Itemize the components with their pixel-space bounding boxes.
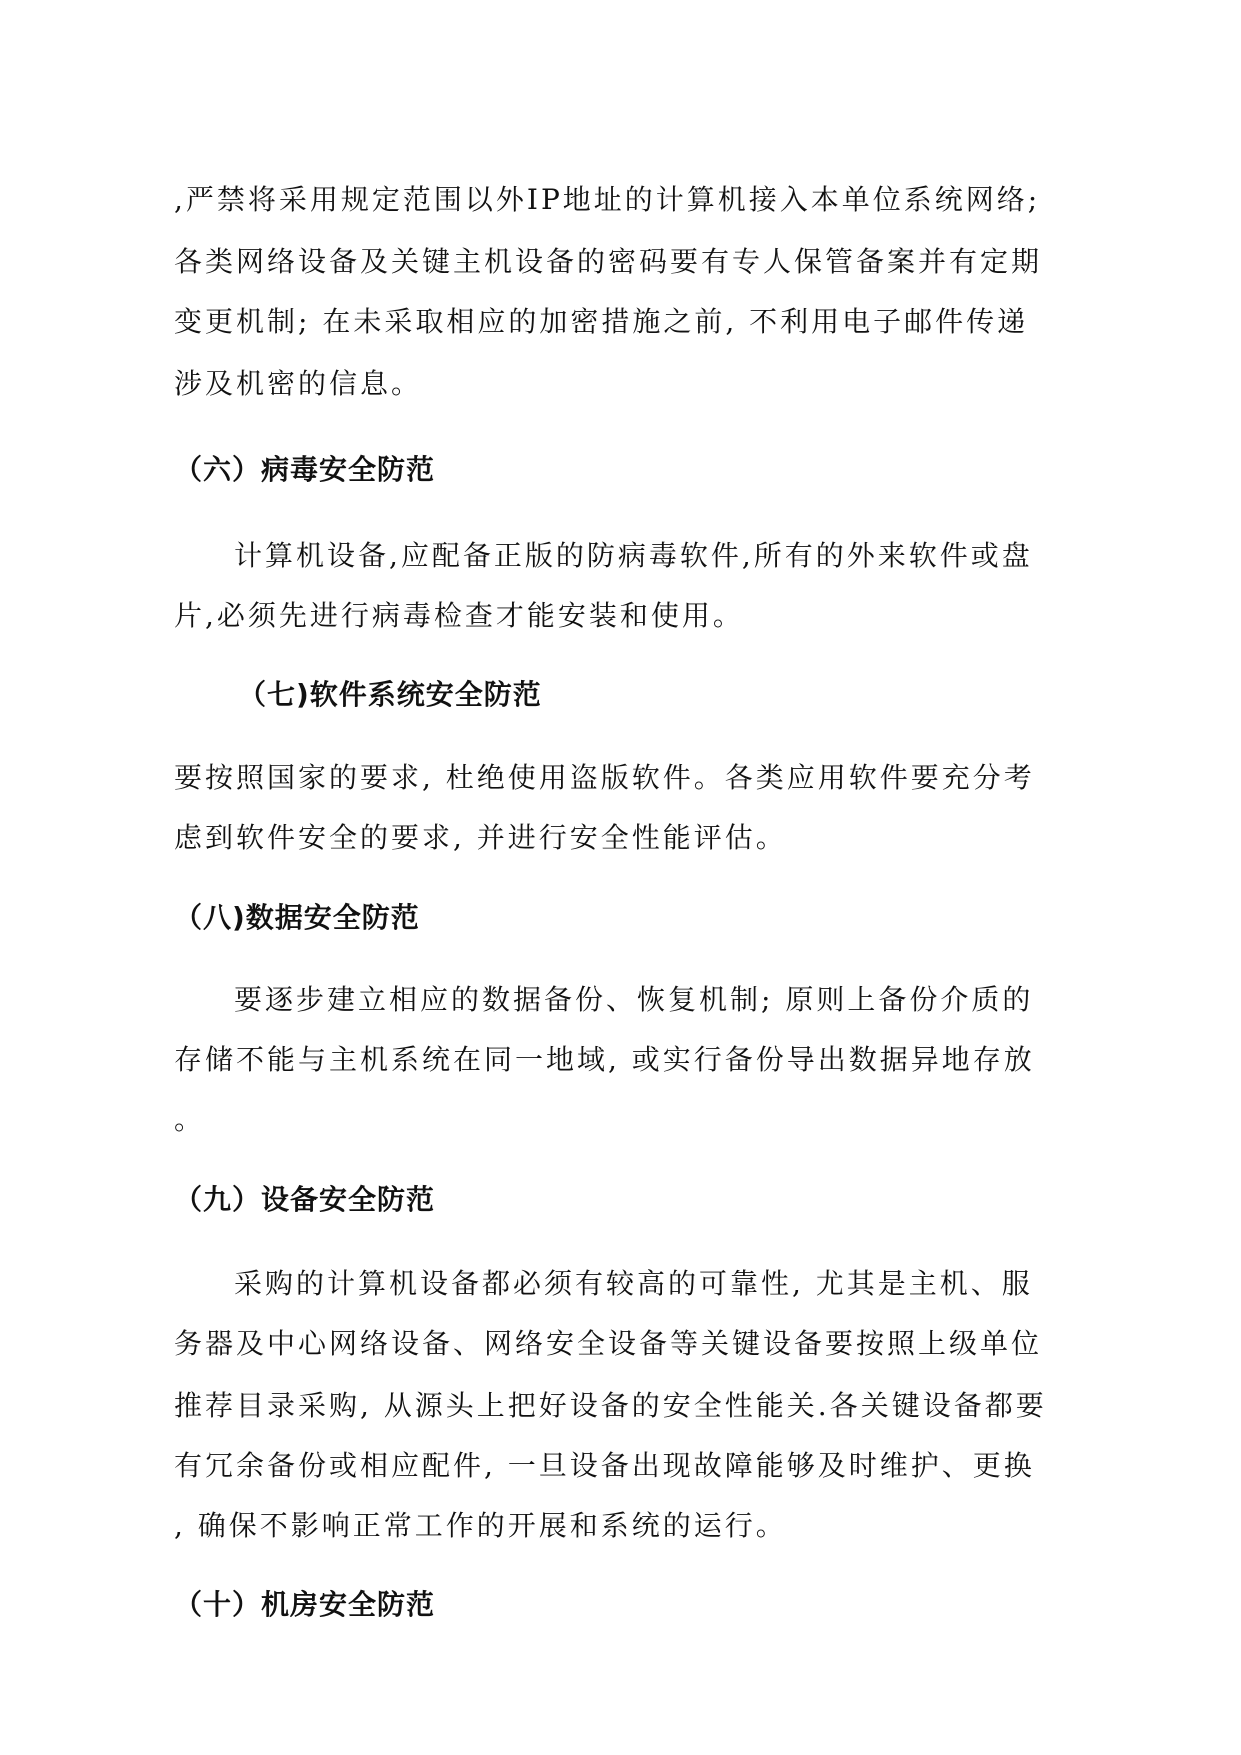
- paragraph-line: 变更机制; 在未采取相应的加密措施之前, 不利用电子邮件传递: [174, 305, 1029, 338]
- paragraph-line: 计算机设备,应配备正版的防病毒软件,所有的外来软件或盘: [234, 539, 1033, 572]
- paragraph-line: 推荐目录采购, 从源头上把好设备的安全性能关.各关键设备都要: [174, 1389, 1047, 1422]
- paragraph-line: 各类网络设备及关键主机设备的密码要有专人保管备案并有定期: [174, 245, 1043, 278]
- paragraph-line: 虑到软件安全的要求, 并进行安全性能评估。: [174, 821, 787, 854]
- section-heading-7: （七)软件系统安全防范: [238, 678, 542, 711]
- section-heading-8: （八)数据安全防范: [174, 901, 420, 934]
- paragraph-line: 涉及机密的信息。: [174, 367, 423, 400]
- paragraph-line: 有冗余备份或相应配件, 一旦设备出现故障能够及时维护、更换: [174, 1449, 1035, 1482]
- paragraph-line: 采购的计算机设备都必须有较高的可靠性, 尤其是主机、服: [234, 1267, 1033, 1300]
- section-heading-9: （九）设备安全防范: [174, 1183, 436, 1216]
- paragraph-line: 要按照国家的要求, 杜绝使用盗版软件。各类应用软件要充分考: [174, 761, 1035, 794]
- paragraph-line: 片,必须先进行病毒检查才能安装和使用。: [174, 599, 744, 632]
- paragraph-line: , 确保不影响正常工作的开展和系统的运行。: [174, 1509, 787, 1542]
- paragraph-line: 存储不能与主机系统在同一地域, 或实行备份导出数据异地存放: [174, 1043, 1035, 1076]
- section-heading-6: （六）病毒安全防范: [174, 453, 436, 486]
- paragraph-line: ,严禁将采用规定范围以外IP地址的计算机接入本单位系统网络;: [174, 183, 1041, 216]
- paragraph-line: 要逐步建立相应的数据备份、恢复机制; 原则上备份介质的: [234, 983, 1034, 1016]
- paragraph-line: 。: [174, 1103, 206, 1136]
- paragraph-line: 务器及中心网络设备、网络安全设备等关键设备要按照上级单位: [174, 1327, 1043, 1360]
- section-heading-10: （十）机房安全防范: [174, 1588, 436, 1621]
